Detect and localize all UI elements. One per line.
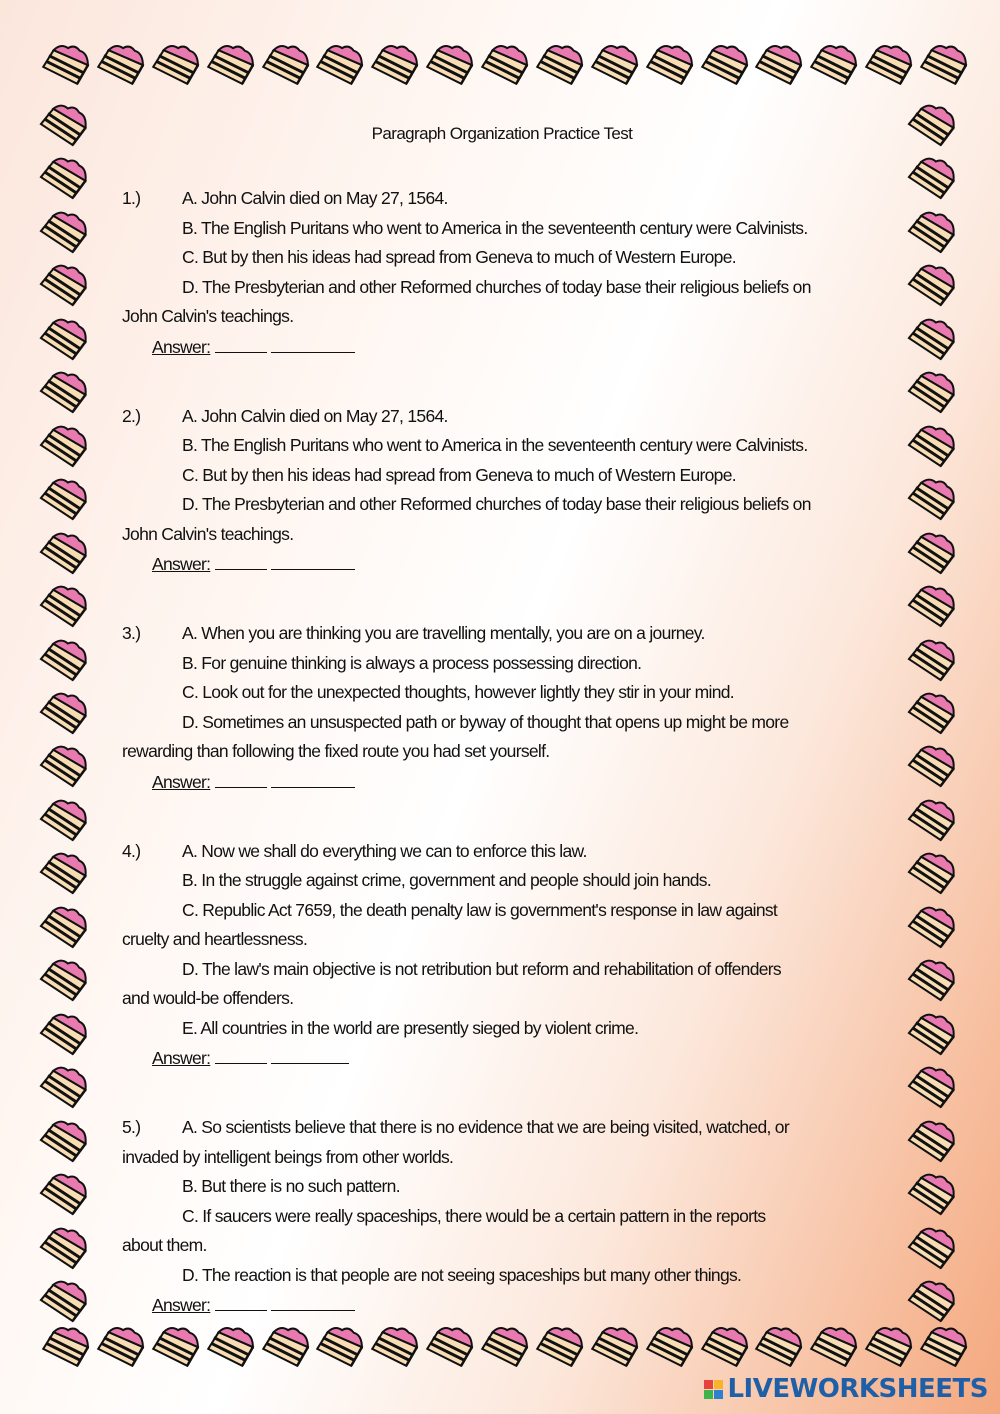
answer-blank[interactable] (271, 771, 355, 788)
option-b: B. The English Puritans who went to America in the seventeenth century were Calvinists. (182, 435, 808, 455)
cake-slice-icon (906, 314, 958, 360)
cake-slice-icon (906, 1062, 958, 1108)
question-number: 4.) (122, 840, 141, 861)
cake-slice-icon (38, 1062, 90, 1108)
option-b: B. In the struggle against crime, government and people should join hands. (182, 870, 711, 890)
cake-slice-icon (589, 40, 641, 86)
option-e: E. All countries in the world are presently sieged by violent crime. (182, 1017, 639, 1038)
answer-label: Answer: (152, 771, 211, 792)
logo-square (714, 1390, 723, 1399)
cake-slice-icon (906, 635, 958, 681)
cake-slice-icon (906, 848, 958, 894)
cake-slice-icon (38, 1169, 90, 1215)
cake-slice-icon (906, 153, 958, 199)
logo-square (704, 1390, 713, 1399)
cake-slice-icon (863, 40, 915, 86)
cake-slice-icon (918, 1322, 970, 1368)
option-a: 2.) A. John Calvin died on May 27, 1564. (122, 402, 882, 432)
option-a: 3.) A. When you are thinking you are travelling mentally, you are on a journey. (122, 619, 882, 649)
cake-slice-icon (38, 688, 90, 734)
answer-blank[interactable] (271, 1047, 349, 1064)
answer-blank[interactable] (215, 336, 267, 353)
option-c-continued: about them. (122, 1235, 207, 1255)
question-5 (122, 1113, 882, 1320)
cake-slice-icon (260, 40, 312, 86)
option-d: D. The law's main objective is not retribution but reform and rehabilitation of offenders (182, 958, 781, 979)
option-c: C. Look out for the unexpected thoughts, however lightly they stir in your mind. (182, 682, 734, 702)
option-d: D. The reaction is that people are not seeing spaceships but many other things. (182, 1264, 742, 1285)
question-number: 1.) (122, 188, 141, 208)
cake-slice-icon (38, 260, 90, 306)
option-b: B. For genuine thinking is always a process possessing direction. (182, 652, 642, 673)
option-a-continued: invaded by intelligent beings from other worlds. (122, 1146, 454, 1167)
cake-slice-icon (906, 688, 958, 734)
border-top (40, 40, 970, 102)
cake-slice-icon (38, 421, 90, 467)
cake-slice-icon (38, 367, 90, 413)
cake-slice-icon (699, 40, 751, 86)
cake-slice-icon (906, 421, 958, 467)
option-d: D. The Presbyterian and other Reformed churches of today base their religious beliefs on (182, 276, 811, 297)
cake-slice-icon (38, 1223, 90, 1269)
cake-slice-icon (644, 40, 696, 86)
cake-slice-icon (424, 40, 476, 86)
cake-slice-icon (38, 1116, 90, 1162)
answer-blank[interactable] (215, 771, 267, 788)
cake-slice-icon (38, 848, 90, 894)
cake-slice-icon (38, 207, 90, 253)
cake-slice-icon (479, 40, 531, 86)
answer-label: Answer: (152, 1048, 211, 1068)
option-d: D. Sometimes an unsuspected path or byway of thought that opens up might be more (182, 711, 789, 732)
cake-slice-icon (314, 40, 366, 86)
liveworksheets-wordmark: LIVEWORKSHEETS (727, 1374, 988, 1404)
cake-slice-icon (369, 40, 421, 86)
question-1 (122, 184, 882, 362)
cake-slice-icon (534, 40, 586, 86)
logo-square (714, 1380, 723, 1389)
cake-slice-icon (38, 635, 90, 681)
cake-slice-icon (906, 955, 958, 1001)
cake-slice-icon (95, 40, 147, 86)
question-number: 2.) (122, 405, 141, 426)
cake-slice-icon (38, 795, 90, 841)
answer-label: Answer: (152, 554, 211, 574)
option-d: D. The Presbyterian and other Reformed churches of today base their religious beliefs on (182, 494, 811, 514)
option-a: 1.) A. John Calvin died on May 27, 1564. (122, 184, 882, 214)
option-a: 5.) A. So scientists believe that there is no evidence that we are being visited, watched, or (122, 1113, 882, 1143)
answer-row (122, 549, 882, 579)
option-c: C. But by then his ideas had spread from Geneva to much of Western Europe. (182, 247, 736, 267)
cake-slice-icon (906, 581, 958, 627)
cake-slice-icon (40, 40, 92, 86)
answer-blank[interactable] (271, 336, 355, 353)
cake-slice-icon (906, 795, 958, 841)
cake-slice-icon (40, 1322, 92, 1368)
cake-slice-icon (906, 902, 958, 948)
cake-slice-icon (906, 100, 958, 146)
question-number: 3.) (122, 623, 141, 643)
cake-slice-icon (906, 1009, 958, 1055)
cake-slice-icon (205, 40, 257, 86)
cake-slice-icon (38, 153, 90, 199)
answer-blank[interactable] (271, 553, 355, 570)
answer-blank[interactable] (215, 553, 267, 570)
cake-slice-icon (906, 474, 958, 520)
cake-slice-icon (906, 367, 958, 413)
option-d-continued: John Calvin's teachings. (122, 523, 294, 544)
option-c: C. If saucers were really spaceships, there would be a certain pattern in the reports (182, 1205, 766, 1226)
answer-row (122, 1043, 882, 1073)
cake-slice-icon (38, 528, 90, 574)
option-b: B. The English Puritans who went to America in the seventeenth century were Calvinists. (182, 217, 808, 238)
liveworksheets-logo-icon (704, 1380, 723, 1399)
border-right (906, 100, 968, 1322)
cake-slice-icon (753, 40, 805, 86)
option-c: C. Republic Act 7659, the death penalty law is government's response in law against (182, 899, 778, 920)
option-c: C. But by then his ideas had spread from Geneva to much of Western Europe. (182, 464, 736, 485)
question-3 (122, 619, 882, 797)
answer-label: Answer: (152, 1295, 211, 1315)
cake-slice-icon (906, 1169, 958, 1215)
answer-row (122, 767, 882, 797)
option-d-continued: and would-be offenders. (122, 988, 294, 1008)
question-4 (122, 837, 882, 1074)
cake-slice-icon (38, 581, 90, 627)
cake-slice-icon (906, 1116, 958, 1162)
answer-row (122, 1290, 882, 1320)
border-left (38, 100, 100, 1322)
answer-blank[interactable] (215, 1294, 267, 1311)
answer-blank[interactable] (271, 1294, 355, 1311)
worksheet (122, 118, 882, 1360)
cake-slice-icon (906, 528, 958, 574)
cake-slice-icon (38, 902, 90, 948)
question-number: 5.) (122, 1117, 141, 1137)
cake-slice-icon (918, 40, 970, 86)
cake-slice-icon (38, 474, 90, 520)
cake-slice-icon (906, 741, 958, 787)
question-2 (122, 402, 882, 580)
cake-slice-icon (906, 207, 958, 253)
liveworksheets-logo[interactable] (704, 1374, 988, 1404)
cake-slice-icon (906, 1223, 958, 1269)
cake-slice-icon (808, 40, 860, 86)
cake-slice-icon (38, 1276, 90, 1322)
cake-slice-icon (38, 955, 90, 1001)
page-title: Paragraph Organization Practice Test (371, 124, 633, 143)
cake-slice-icon (906, 1276, 958, 1322)
answer-label: Answer: (152, 336, 211, 357)
cake-slice-icon (150, 40, 202, 86)
option-c-continued: cruelty and heartlessness. (122, 929, 308, 949)
logo-square (704, 1380, 713, 1389)
cake-slice-icon (38, 100, 90, 146)
answer-blank[interactable] (215, 1047, 267, 1064)
cake-slice-icon (38, 1009, 90, 1055)
answer-row (122, 332, 882, 362)
option-d-continued: rewarding than following the fixed route you had set yourself. (122, 741, 550, 761)
cake-slice-icon (906, 260, 958, 306)
option-d-continued: John Calvin's teachings. (122, 306, 294, 326)
option-a: 4.) A. Now we shall do everything we can to enforce this law. (122, 837, 882, 867)
cake-slice-icon (38, 314, 90, 360)
cake-slice-icon (38, 741, 90, 787)
option-b: B. But there is no such pattern. (182, 1176, 400, 1196)
